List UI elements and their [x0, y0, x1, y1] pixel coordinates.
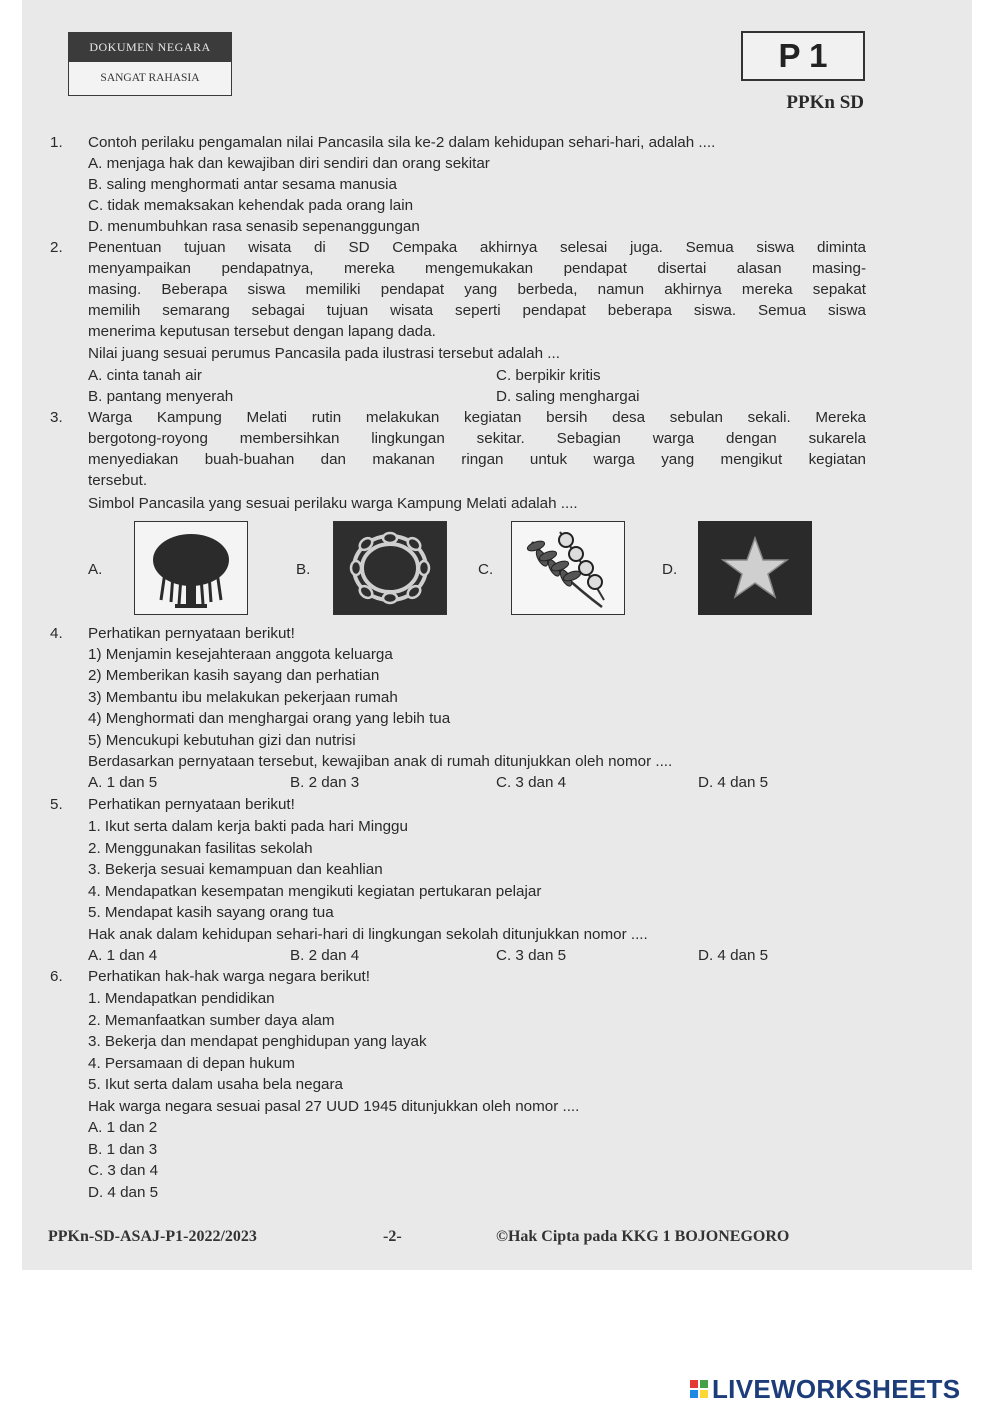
- star-image[interactable]: [698, 521, 812, 615]
- logo-square-yellow: [700, 1390, 708, 1398]
- option-a[interactable]: A. 1 dan 5: [88, 774, 158, 791]
- question-stem-line: menerima keputusan tersebut dengan lapang dada.: [88, 323, 436, 340]
- question-number: 6.: [50, 968, 63, 985]
- question-stem: Contoh perilaku pengamalan nilai Pancasila sila ke-2 dalam kehidupan sehari-hari, adalah ....: [88, 134, 716, 151]
- list-item: 2. Memanfaatkan sumber daya alam: [88, 1012, 335, 1029]
- question-stem-line: menyediakan buah-buahan dan makanan ringan untuk warga yang mengikut kegiatan: [88, 451, 866, 468]
- list-item: 1. Mendapatkan pendidikan: [88, 990, 275, 1007]
- copyright: ©Hak Cipta pada KKG 1 BOJONEGORO: [496, 1228, 790, 1245]
- list-item: 3) Membantu ibu melakukan pekerjaan rumah: [88, 689, 398, 706]
- question-prompt: Simbol Pancasila yang sesuai perilaku warga Kampung Melati adalah ....: [88, 495, 578, 512]
- question-number: 3.: [50, 409, 63, 426]
- question-stem-line: Warga Kampung Melati rutin melakukan kegiatan bersih desa sebulan sekali. Mereka: [88, 409, 866, 426]
- question-prompt: Hak warga negara sesuai pasal 27 UUD 1945 ditunjukkan oleh nomor ....: [88, 1098, 580, 1115]
- question-stem: Perhatikan hak-hak warga negara berikut!: [88, 968, 370, 985]
- option-c[interactable]: C. 3 dan 5: [496, 947, 567, 964]
- list-item: 5) Mencukupi kebutuhan gizi dan nutrisi: [88, 732, 356, 749]
- question-number: 1.: [50, 134, 63, 151]
- list-item: 4. Mendapatkan kesempatan mengikuti kegiatan pertukaran pelajar: [88, 883, 542, 900]
- list-item: 3. Bekerja dan mendapat penghidupan yang layak: [88, 1033, 427, 1050]
- option-b[interactable]: B. 2 dan 4: [290, 947, 360, 964]
- list-item: 2. Menggunakan fasilitas sekolah: [88, 840, 313, 857]
- liveworksheets-brand[interactable]: [690, 1372, 960, 1406]
- question-number: 4.: [50, 625, 63, 642]
- question-prompt: Nilai juang sesuai perumus Pancasila pada ilustrasi tersebut adalah ...: [88, 345, 560, 362]
- list-item: 1) Menjamin kesejahteraan anggota keluarga: [88, 646, 393, 663]
- question-stem-line: bergotong-royong membersihkan lingkungan sekitar. Sebagian warga dengan sukarela: [88, 430, 866, 447]
- list-item: 5. Ikut serta dalam usaha bela negara: [88, 1076, 343, 1093]
- option-a-label[interactable]: A.: [88, 561, 103, 578]
- question-prompt: Berdasarkan pernyataan tersebut, kewajiban anak di rumah ditunjukkan oleh nomor ....: [88, 753, 673, 770]
- option-b[interactable]: B. pantang menyerah: [88, 388, 234, 405]
- question-stem-line: Penentuan tujuan wisata di SD Cempaka akhirnya selesai juga. Semua siswa diminta: [88, 239, 866, 256]
- question-number: 2.: [50, 239, 63, 256]
- package-code: P 1: [741, 31, 865, 81]
- doc-label: DOKUMEN NEGARA: [69, 33, 231, 62]
- option-d[interactable]: D. 4 dan 5: [698, 774, 769, 791]
- option-c-label[interactable]: C.: [478, 561, 494, 578]
- option-c[interactable]: C. 3 dan 4: [88, 1162, 159, 1179]
- option-c[interactable]: C. tidak memaksakan kehendak pada orang lain: [88, 197, 414, 214]
- secrecy-label: SANGAT RAHASIA: [100, 71, 200, 84]
- question-prompt: Hak anak dalam kehidupan sehari-hari di lingkungan sekolah ditunjukkan nomor ....: [88, 926, 648, 943]
- list-item: 3. Bekerja sesuai kemampuan dan keahlian: [88, 861, 383, 878]
- option-a[interactable]: A. 1 dan 2: [88, 1119, 158, 1136]
- subject-title: PPKn SD: [786, 92, 864, 113]
- rice-cotton-image[interactable]: [511, 521, 625, 615]
- option-d-label[interactable]: D.: [662, 561, 678, 578]
- chain-icon: [334, 522, 446, 614]
- banyan-tree-icon: [135, 522, 247, 614]
- option-b[interactable]: B. 2 dan 3: [290, 774, 360, 791]
- question-stem-line: memilih semarang sebagai tujuan wisata seperti pendapat beberapa siswa. Semua siswa: [88, 302, 866, 319]
- option-a[interactable]: A. cinta tanah air: [88, 367, 202, 384]
- option-d[interactable]: D. 4 dan 5: [88, 1184, 159, 1201]
- brand-name: LIVEWORKSHEETS: [712, 1373, 961, 1404]
- option-c[interactable]: C. berpikir kritis: [496, 367, 601, 384]
- list-item: 4. Persamaan di depan hukum: [88, 1055, 295, 1072]
- question-stem: Perhatikan pernyataan berikut!: [88, 625, 295, 642]
- logo-square-red: [690, 1380, 698, 1388]
- option-a[interactable]: A. 1 dan 4: [88, 947, 158, 964]
- rice-cotton-icon: [512, 522, 624, 614]
- document-classification-box: [68, 32, 232, 96]
- liveworksheets-logo-icon: [690, 1380, 708, 1398]
- banyan-tree-image[interactable]: [134, 521, 248, 615]
- question-stem-line: menyampaikan pendapatnya, mereka mengemukakan pendapat disertai alasan masing-: [88, 260, 866, 277]
- logo-square-blue: [690, 1390, 698, 1398]
- option-d[interactable]: D. saling menghargai: [496, 388, 640, 405]
- option-d[interactable]: D. 4 dan 5: [698, 947, 769, 964]
- question-stem-line: masing. Beberapa siswa memiliki pendapat yang berbeda, namun akhirnya mereka sepakat: [88, 281, 866, 298]
- list-item: 1. Ikut serta dalam kerja bakti pada hari Minggu: [88, 818, 408, 835]
- option-c[interactable]: C. 3 dan 4: [496, 774, 567, 791]
- question-stem: Perhatikan pernyataan berikut!: [88, 796, 295, 813]
- option-a[interactable]: A. menjaga hak dan kewajiban diri sendiri dan orang sekitar: [88, 155, 490, 172]
- chain-image[interactable]: [333, 521, 447, 615]
- page-number: -2-: [383, 1228, 402, 1245]
- list-item: 5. Mendapat kasih sayang orang tua: [88, 904, 334, 921]
- list-item: 2) Memberikan kasih sayang dan perhatian: [88, 667, 380, 684]
- logo-square-green: [700, 1380, 708, 1388]
- footer-code: PPKn-SD-ASAJ-P1-2022/2023: [48, 1228, 257, 1245]
- option-b-label[interactable]: B.: [296, 561, 311, 578]
- list-item: 4) Menghormati dan menghargai orang yang lebih tua: [88, 710, 451, 727]
- question-stem-line: tersebut.: [88, 472, 148, 489]
- option-b[interactable]: B. saling menghormati antar sesama manusia: [88, 176, 397, 193]
- question-number: 5.: [50, 796, 63, 813]
- option-d[interactable]: D. menumbuhkan rasa senasib sepenanggungan: [88, 218, 420, 235]
- option-b[interactable]: B. 1 dan 3: [88, 1141, 158, 1158]
- star-icon: [699, 522, 811, 614]
